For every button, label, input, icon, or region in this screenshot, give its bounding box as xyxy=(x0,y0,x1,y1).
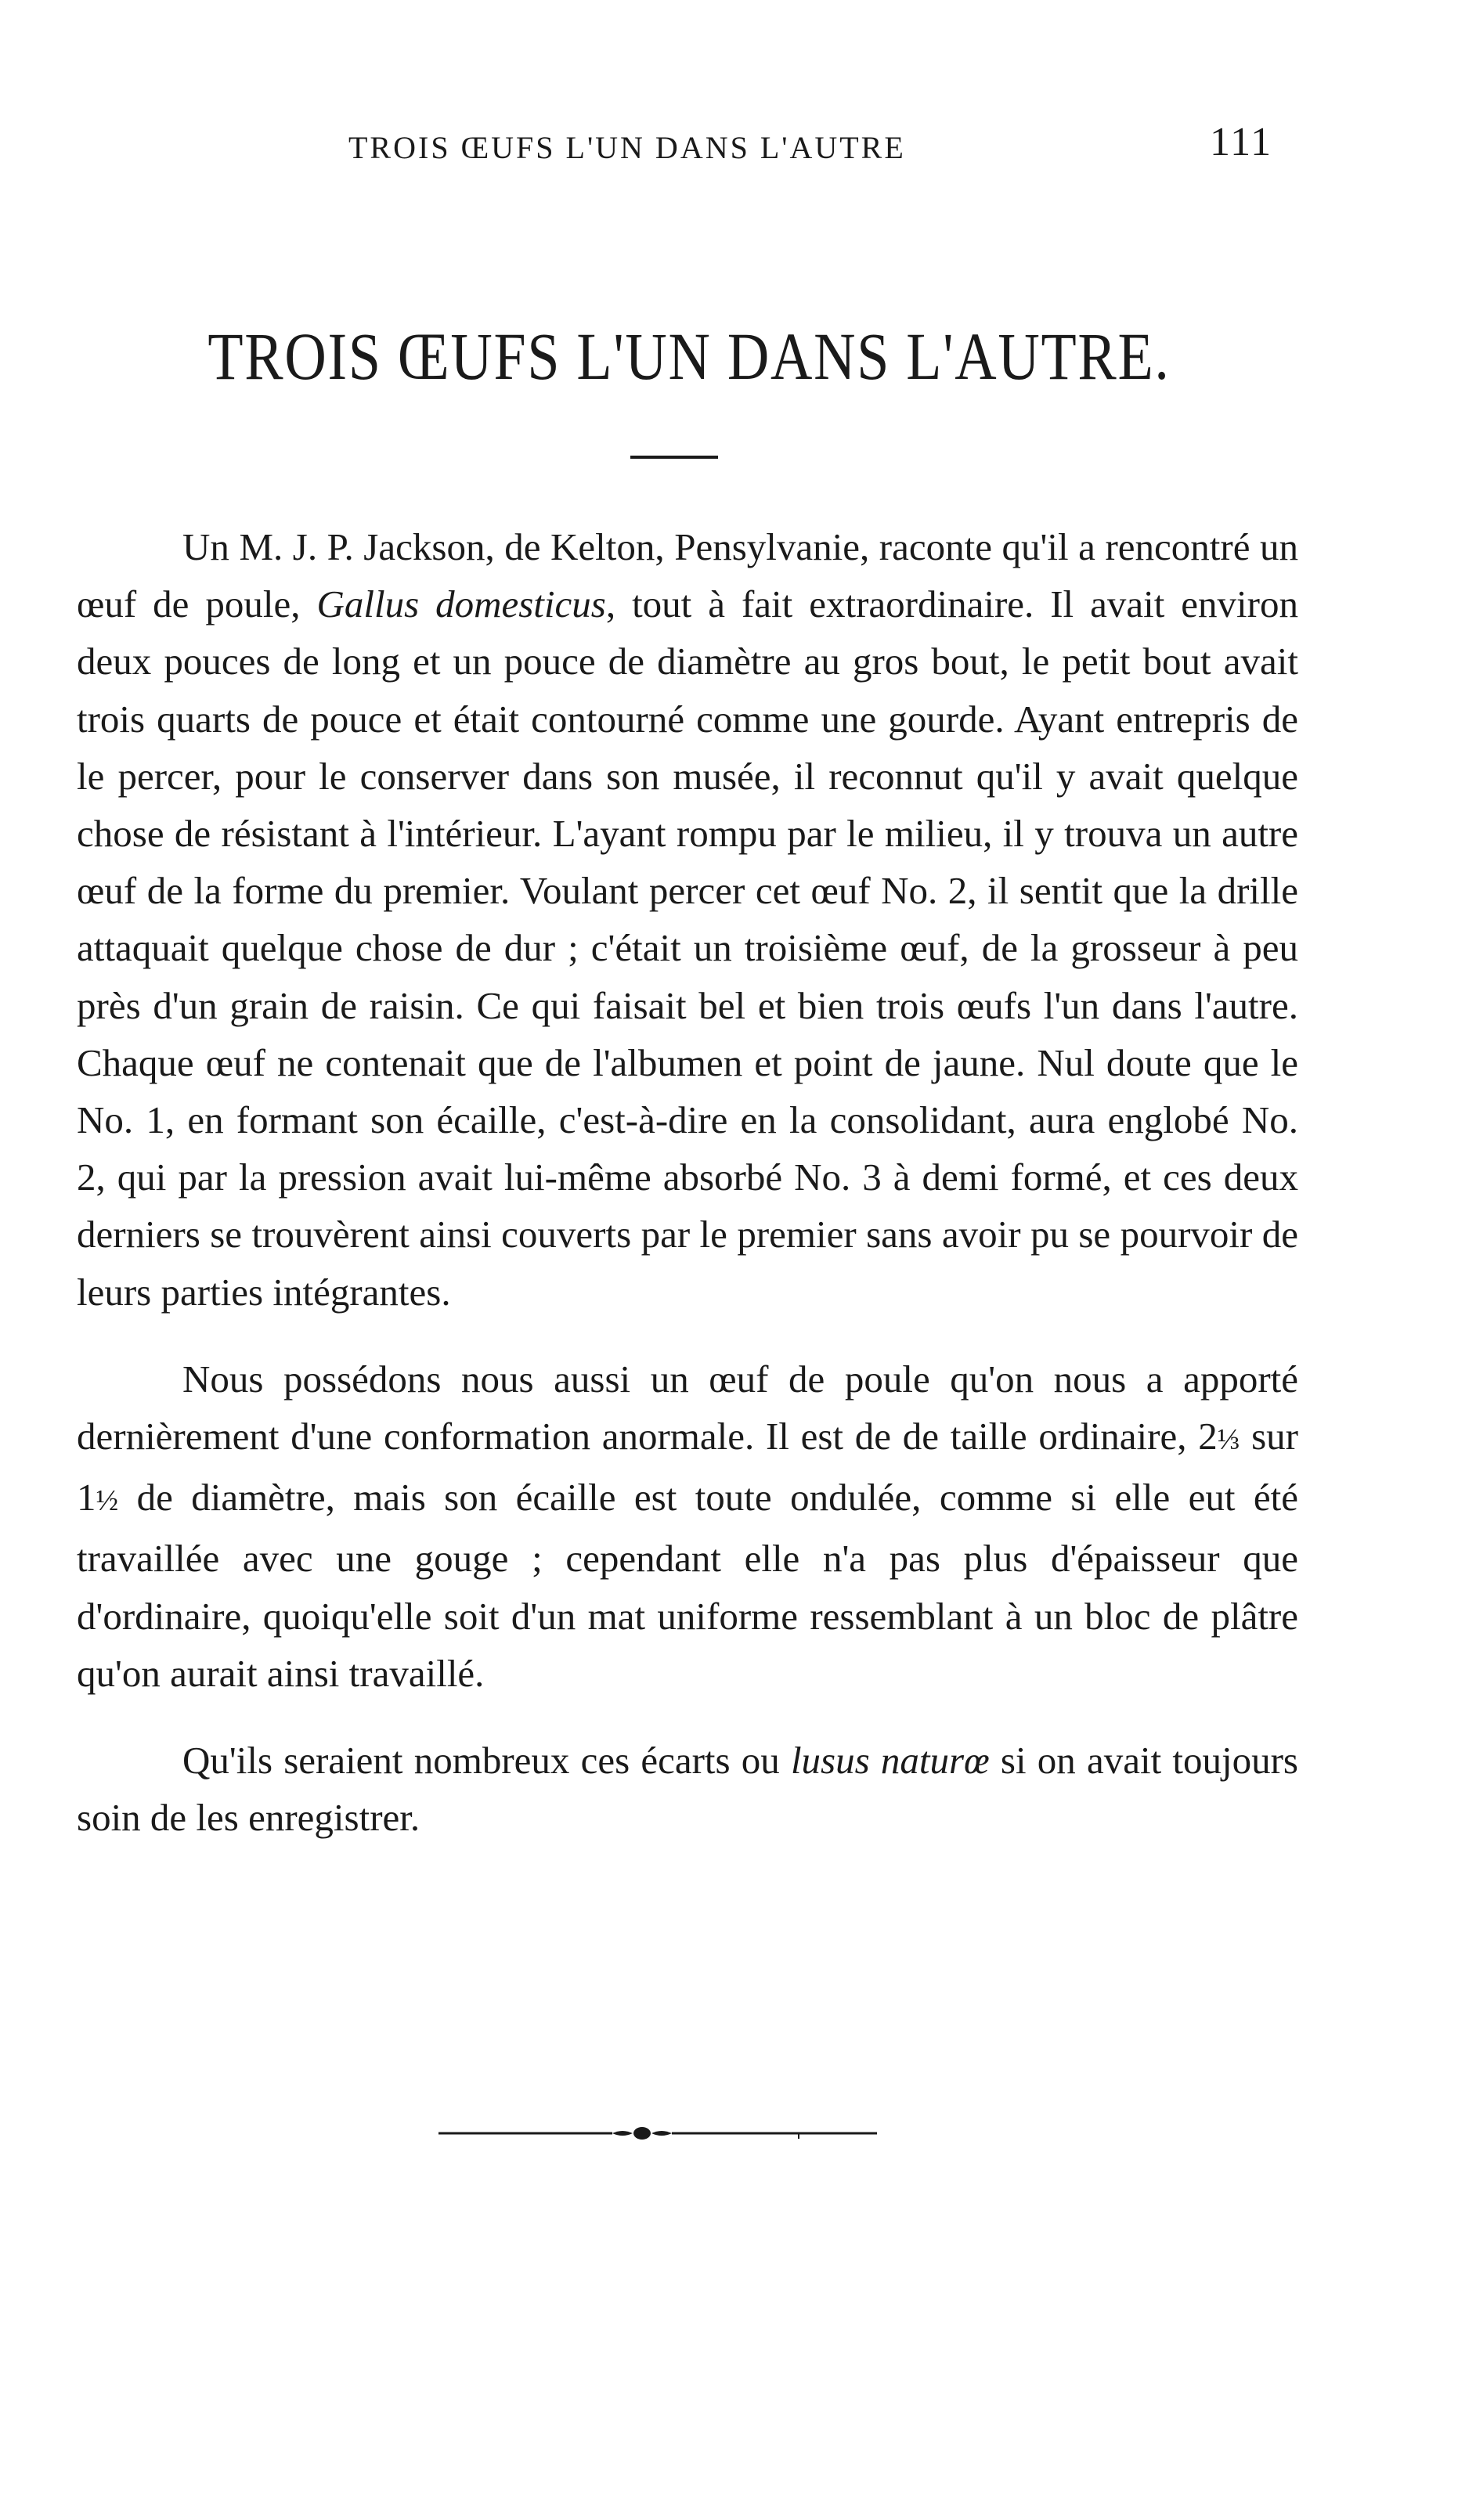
running-head: TROIS ŒUFS L'UN DANS L'AUTRE xyxy=(348,130,906,165)
article-body xyxy=(77,518,1298,1846)
page-number: 111 xyxy=(1210,120,1273,164)
latin-phrase: lusus naturœ xyxy=(790,1739,990,1783)
species-name: Gallus domesticus xyxy=(316,582,606,626)
fraction-one-third: ⅓ xyxy=(1217,1423,1240,1457)
paragraph-2: Nous possédons nous aussi un œuf de poule qu'on nous a apporté dernièrement d'une conformation anormale. Il est de de taille ordinaire, 2⅓ sur 1½ de diamètre, mais son écaille est toute ondulée, comme si elle eut été travaillée avec une gouge ; cependant elle n'a pas plus d'épaisseur que d'ordinaire, quoiqu'elle soit d'un mat uniforme ressemblant à un bloc de plâtre qu'on aurait ainsi travaillé. xyxy=(77,1357,1298,1695)
article-title: TROIS ŒUFS L'UN DANS L'AUTRE. xyxy=(208,319,1171,394)
paragraph-1: Un M. J. P. Jackson, de Kelton, Pensylvanie, raconte qu'il a rencontré un œuf de poule, Gallus domesticus, tout à fait extraordinaire. Il avait environ deux pouces de long et un pouce de diamètre au gros bout, le petit bout avait trois quarts de pouce et était contourné comme une gourde. Ayant entrepris de le percer, pour le conserver dans son musée, il reconnut qu'il y avait quelque chose de résistant à l'intérieur. L'ayant rompu par le milieu, il y trouva un autre œuf de la forme du premier. Voulant percer cet œuf No. 2, il sentit que la drille attaquait quelque chose de dur ; c'était un troisième œuf, de la grosseur à peu près d'un grain de raisin. Ce qui faisait bel et bien trois œufs l'un dans l'autre. Chaque œuf ne contenait que de l'albumen et point de jaune. Nul doute que le No. 1, en formant son écaille, c'est-à-dire en la consolidant, aura englobé No. 2, qui par la pression avait lui-même absorbé No. 3 à demi formé, et ces deux derniers se trouvèrent ainsi couverts par le premier sans avoir pu se pourvoir de leurs parties intégrantes. xyxy=(77,525,1298,1314)
paragraph-3: Qu'ils seraient nombreux ces écarts ou lusus naturœ si on avait toujours soin de les enregistrer. xyxy=(77,1739,1298,1840)
end-ornament-divider xyxy=(438,2122,877,2145)
title-rule xyxy=(630,456,718,459)
fraction-one-half: ½ xyxy=(96,1484,119,1518)
